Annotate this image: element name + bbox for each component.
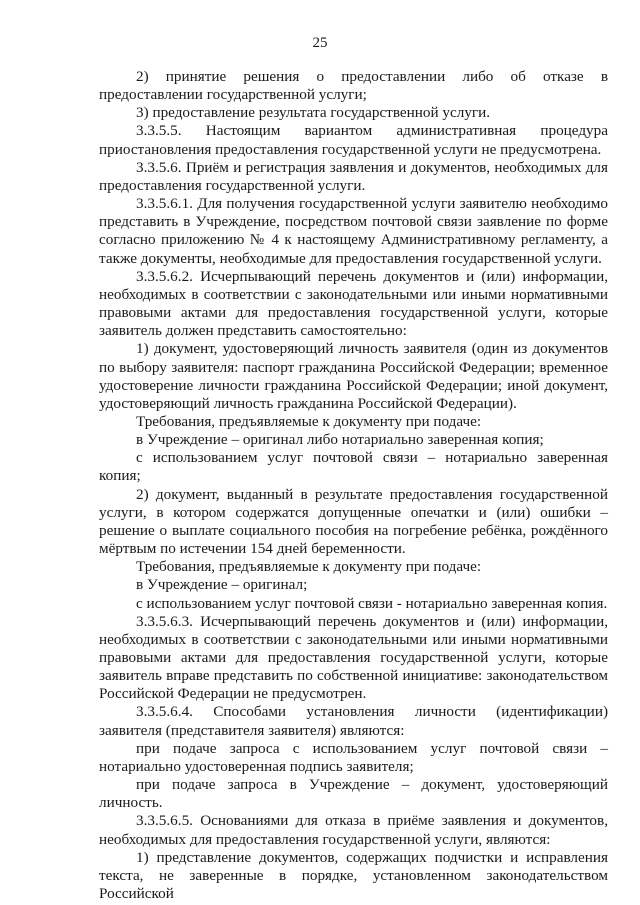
page-number: 25	[312, 35, 328, 51]
paragraph-3-3-5-6-3: 3.3.5.6.3. Исчерпывающий перечень документов и (или) информации, необходимых в соответствии с законодательными или иными нормативными правовыми актами для предоставления государственной услуги, которые заявитель вправе представить по собственной инициативе: законодательством Российской Федерации не предусмотрен.	[99, 612, 608, 703]
paragraph-institution-identity: при подаче запроса в Учреждение – документ, удостоверяющий личность.	[99, 776, 608, 812]
paragraph-3-3-5-5: 3.3.5.5. Настоящим вариантом административная процедура приостановления предоставления государственной услуги не предусмотрена.	[99, 122, 608, 158]
paragraph-identity-document: 1) документ, удостоверяющий личность заявителя (один из документов по выбору заявителя: паспорт гражданина Российской Федерации; временное удостоверение личности гражданина Российской Федерации; иной документ, удостоверяющий личность гражданина Российской Федерации).	[99, 340, 608, 412]
paragraph-postal-notarized-copy-2: с использованием услуг почтовой связи - нотариально заверенная копия.	[136, 594, 608, 612]
paragraph-requirements-1: Требования, предъявляемые к документу при подаче:	[136, 412, 482, 430]
paragraph-postal-notarized-copy-1: с использованием услуг почтовой связи – нотариально заверенная копия;	[99, 449, 608, 485]
paragraph-3-3-5-6-1: 3.3.5.6.1. Для получения государственной услуги заявителю необходимо представить в Учреждение, посредством почтовой связи заявление по форме согласно приложению № 4 к настоящему Административному регламенту, а также документы, необходимые для предоставления государственной услуги.	[99, 195, 608, 267]
paragraph-3-3-5-6-4: 3.3.5.6.4. Способами установления личности (идентификации) заявителя (представителя заявителя) являются:	[99, 703, 608, 739]
paragraph-institution-original-copy: в Учреждение – оригинал либо нотариально заверенная копия;	[136, 431, 544, 449]
paragraph-postal-signature: при подаче запроса с использованием услуг почтовой связи – нотариально удостоверенная подпись заявителя;	[99, 739, 608, 775]
paragraph-requirements-2: Требования, предъявляемые к документу при подаче:	[136, 558, 482, 576]
paragraph-issued-document: 2) документ, выданный в результате предоставления государственной услуги, в котором содержатся допущенные опечатки и (или) ошибки – решение о выплате социального пособия на погребение ребёнка, рождённого мёртвым по истечении 154 дней беременности.	[99, 485, 608, 558]
paragraph-3-3-5-6: 3.3.5.6. Приём и регистрация заявления и документов, необходимых для предоставления государственной услуги.	[99, 158, 608, 194]
paragraph-3-3-5-6-2: 3.3.5.6.2. Исчерпывающий перечень документов и (или) информации, необходимых в соответствии с законодательными или иными нормативными правовыми актами для предоставления государственной услуги, которые заявитель должен представить самостоятельно:	[99, 267, 608, 340]
paragraph-result-item: 3) предоставление результата государственной услуги.	[136, 104, 491, 122]
paragraph-3-3-5-6-5: 3.3.5.6.5. Основаниями для отказа в приёме заявления и документов, необходимых для предоставления государственной услуги, являются:	[99, 812, 608, 848]
paragraph-institution-original: в Учреждение – оригинал;	[136, 576, 308, 594]
paragraph-decision-item: 2) принятие решения о предоставлении либо об отказе в предоставлении государственной услуги;	[99, 68, 608, 104]
document-body	[99, 68, 608, 903]
paragraph-refusal-ground-1: 1) представление документов, содержащих подчистки и исправления текста, не заверенные в порядке, установленном законодательством Российской	[99, 848, 608, 903]
